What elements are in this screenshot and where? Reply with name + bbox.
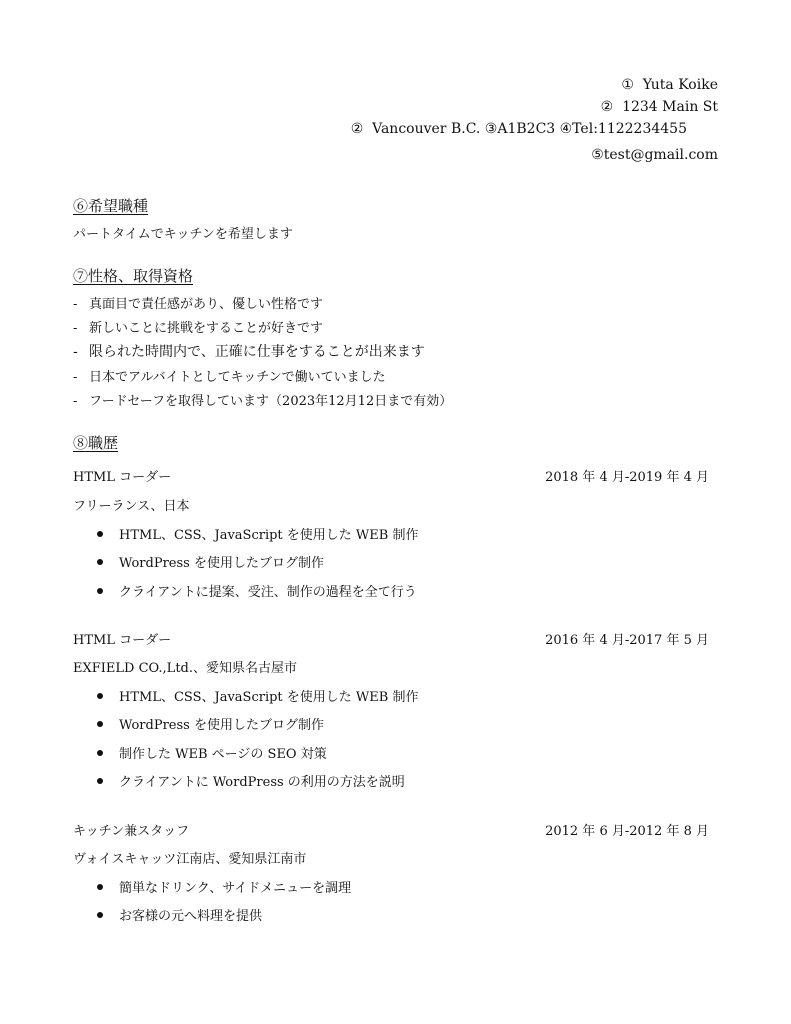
job-title: HTML コーダー bbox=[73, 633, 172, 648]
list-item-text: フードセーフを取得しています（2023年12月12日まで有効） bbox=[89, 394, 453, 409]
list-item-text: 限られた時間内で、正確に仕事をすることが出来ます bbox=[89, 344, 425, 360]
applicant-name: ① Yuta Koike bbox=[621, 77, 718, 93]
list-item bbox=[97, 905, 262, 924]
job-organization: ヴォイスキャッツ江南店、愛知県江南市 bbox=[73, 852, 307, 867]
list-item-text: WordPress を使用したブログ制作 bbox=[119, 718, 324, 733]
list-item-text: 制作した WEB ページの SEO 対策 bbox=[119, 747, 327, 762]
street-address: ② 1234 Main St bbox=[600, 99, 718, 115]
job-organization: EXFIELD CO.,Ltd.、愛知県名古屋市 bbox=[73, 661, 297, 676]
job-title: HTML コーダー bbox=[73, 470, 172, 485]
list-item bbox=[97, 877, 351, 896]
list-item-text: 新しいことに挑戦をすることが好きです bbox=[89, 321, 324, 336]
list-item bbox=[97, 552, 324, 571]
list-item bbox=[73, 366, 386, 385]
bullet-icon bbox=[97, 531, 103, 537]
bullet-icon bbox=[97, 778, 103, 784]
list-item bbox=[97, 714, 324, 733]
list-item-text: 真面目で責任感があり、優しい性格です bbox=[89, 297, 324, 312]
job-period: 2018 年 4 月-2019 年 4 月 bbox=[545, 470, 709, 485]
list-item bbox=[97, 686, 418, 705]
bullet-icon bbox=[97, 588, 103, 594]
list-item-text: 簡単なドリンク、サイドメニューを調理 bbox=[119, 881, 352, 896]
list-item-text: クライアントに WordPress の利用の方法を説明 bbox=[119, 775, 405, 790]
job-title: キッチン兼スタッフ bbox=[73, 824, 190, 839]
dash-marker: - bbox=[73, 297, 78, 312]
bullet-icon bbox=[97, 884, 103, 890]
job-period: 2016 年 4 月-2017 年 5 月 bbox=[545, 633, 709, 648]
list-item-text: HTML、CSS、JavaScript を使用した WEB 制作 bbox=[119, 690, 419, 705]
personality-heading: ⑦性格、取得資格 bbox=[73, 267, 194, 285]
bullet-icon bbox=[97, 721, 103, 727]
list-item bbox=[73, 317, 323, 336]
list-item bbox=[97, 581, 417, 600]
desired-job-text: パートタイムでキッチンを希望します bbox=[73, 227, 293, 242]
dash-marker: - bbox=[73, 394, 78, 409]
job-organization: フリーランス、日本 bbox=[73, 499, 190, 514]
job-period: 2012 年 6 月-2012 年 8 月 bbox=[545, 824, 709, 839]
list-item bbox=[97, 743, 327, 762]
dash-marker: - bbox=[73, 370, 78, 385]
list-item-text: お客様の元へ料理を提供 bbox=[119, 909, 263, 924]
list-item bbox=[73, 293, 323, 312]
bullet-icon bbox=[97, 750, 103, 756]
list-item bbox=[73, 341, 425, 361]
list-item bbox=[97, 524, 418, 543]
list-item-text: HTML、CSS、JavaScript を使用した WEB 制作 bbox=[119, 528, 419, 543]
dash-marker: - bbox=[73, 321, 78, 336]
list-item-text: クライアントに提案、受注、制作の過程を全て行う bbox=[119, 585, 417, 600]
list-item-text: WordPress を使用したブログ制作 bbox=[119, 556, 324, 571]
list-item bbox=[97, 771, 405, 790]
bullet-icon bbox=[97, 693, 103, 699]
list-item bbox=[73, 390, 452, 409]
city-postal-phone: ② Vancouver B.C. ③A1B2C3 ④Tel:1122234455 bbox=[350, 121, 687, 137]
desired-job-heading: ⑥希望職種 bbox=[73, 197, 149, 215]
list-item-text: 日本でアルバイトとしてキッチンで働いていました bbox=[89, 370, 386, 385]
bullet-icon bbox=[97, 912, 103, 918]
dash-marker: - bbox=[73, 344, 78, 360]
email-address: ⑤test@gmail.com bbox=[591, 147, 718, 163]
career-heading: ⑧職歴 bbox=[73, 434, 119, 452]
bullet-icon bbox=[97, 559, 103, 565]
